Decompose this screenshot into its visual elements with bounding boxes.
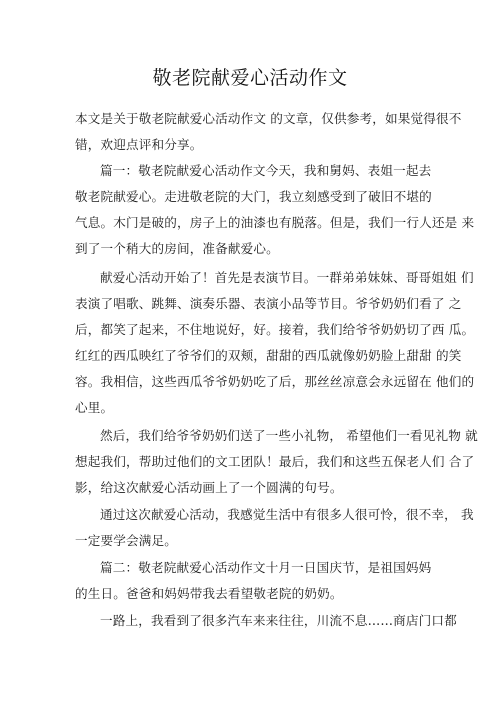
text-line: 表演了唱歌、跳舞、演奏乐器、表演小品等节目。爷爷奶奶们看了 之: [75, 296, 462, 311]
text-line: 后，都笑了起来，不住地说好，好。接着，我们给爷爷奶奶切了西 瓜。: [75, 322, 475, 337]
text-line: 篇一：敬老院献爱心活动作文今天，我和舅妈、表姐一起去: [100, 163, 432, 178]
text-line: 气息。木门是破的，房子上的油漆也有脱落。但是，我们一行人还是 来: [75, 215, 475, 230]
text-line: 错，欢迎点评和分享。: [75, 137, 203, 152]
text-line: 本文是关于敬老院献爱心活动作文 的文章，仅供参考，如果觉得很不: [75, 111, 462, 126]
text-line: 心里。: [75, 400, 114, 415]
text-line: 一定要学会满足。: [75, 533, 177, 548]
text-line: 到了一个稍大的房间，准备献爱心。: [75, 241, 279, 256]
text-line: 然后，我们给爷爷奶奶们送了一些小礼物， 希望他们一看见礼物 就: [100, 428, 478, 443]
text-line: 容。我相信，这些西瓜爷爷奶奶吃了后，那丝丝凉意会永远留在 他们的: [75, 374, 475, 389]
text-line: 通过这次献爱心活动，我感觉生活中有很多人很可怜，很不幸， 我: [100, 507, 474, 522]
text-line: 敬老院献爱心。走进敬老院的大门，我立刻感受到了破旧不堪的: [75, 189, 432, 204]
text-line: 篇二：敬老院献爱心活动作文十月一日国庆节，是祖国妈妈: [100, 560, 432, 575]
text-line: 献爱心活动开始了！首先是表演节目。一群弟弟妹妹、哥哥姐姐 们: [100, 270, 474, 285]
document-title: 敬老院献爱心活动作文: [152, 67, 348, 89]
text-line: 影，给这次献爱心活动画上了一个圆满的句号。: [75, 480, 343, 495]
text-line: 想起我们，帮助过他们的文工团队！最后，我们和这些五保老人们 合了: [75, 454, 475, 469]
text-line: 红红的西瓜映红了爷爷们的双颊，甜甜的西瓜就像奶奶脸上甜甜 的笑: [75, 348, 462, 363]
text-line: 一路上，我看到了很多汽车来来往往，川流不息……商店门口都: [100, 613, 457, 628]
text-line: 的生日。爸爸和妈妈带我去看望敬老院的奶奶。: [75, 586, 343, 601]
